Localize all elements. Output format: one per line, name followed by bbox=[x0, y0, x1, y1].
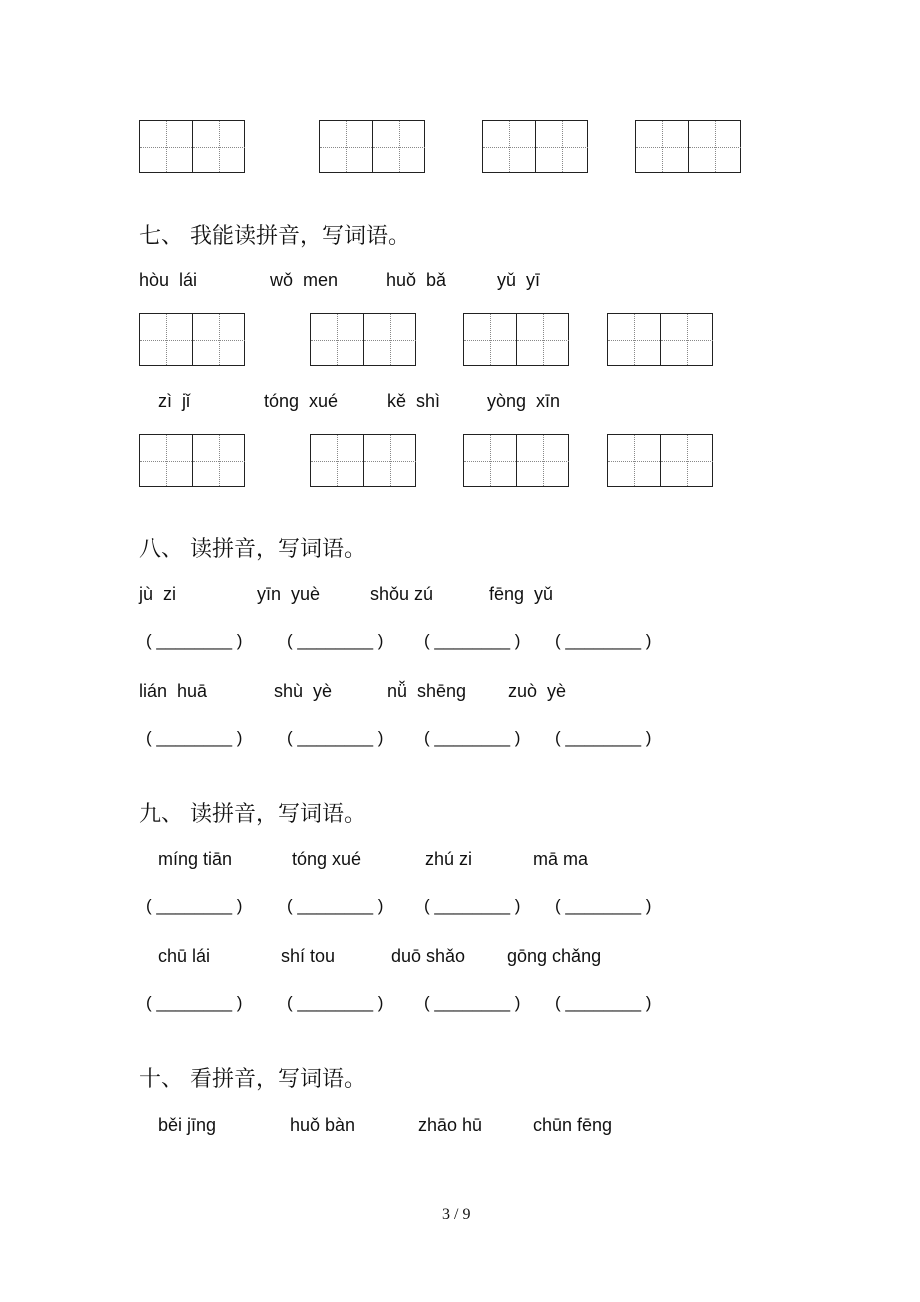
pinyin-label: duō shǎo bbox=[391, 946, 466, 966]
pinyin-label: mā ma bbox=[533, 849, 589, 869]
answer-blank[interactable]: ( ________ ) bbox=[287, 993, 384, 1012]
writing-box[interactable] bbox=[607, 434, 713, 487]
pinyin-label: zhú zi bbox=[425, 849, 473, 869]
writing-box[interactable] bbox=[319, 120, 425, 173]
pinyin-label: chūn fēng bbox=[533, 1115, 613, 1135]
answer-blank[interactable]: ( ________ ) bbox=[555, 993, 652, 1012]
answer-blank[interactable]: ( ________ ) bbox=[424, 728, 521, 747]
answer-blank[interactable]: ( ________ ) bbox=[424, 631, 521, 650]
answer-blank[interactable]: ( ________ ) bbox=[287, 728, 384, 747]
answer-blank[interactable]: ( ________ ) bbox=[424, 896, 521, 915]
writing-box[interactable] bbox=[139, 313, 245, 366]
answer-blank[interactable]: ( ________ ) bbox=[146, 631, 243, 650]
pinyin-label: shí tou bbox=[281, 946, 336, 966]
page-number: 3 / 9 bbox=[442, 1206, 471, 1223]
pinyin-label: míng tiān bbox=[158, 849, 233, 869]
pinyin-label: huǒ bǎ bbox=[386, 270, 447, 290]
writing-box[interactable] bbox=[310, 313, 416, 366]
answer-blank[interactable]: ( ________ ) bbox=[555, 728, 652, 747]
writing-box[interactable] bbox=[310, 434, 416, 487]
pinyin-label: zhāo hū bbox=[418, 1115, 483, 1135]
pinyin-label: yǔ yī bbox=[497, 270, 541, 290]
answer-blank[interactable]: ( ________ ) bbox=[555, 631, 652, 650]
writing-box[interactable] bbox=[463, 313, 569, 366]
answer-blank[interactable]: ( ________ ) bbox=[146, 993, 243, 1012]
section-7-title: 七、 我能读拼音，写词语。 bbox=[139, 224, 410, 249]
pinyin-label: shǒu zú bbox=[370, 584, 434, 604]
writing-box[interactable] bbox=[607, 313, 713, 366]
pinyin-label: jù zi bbox=[139, 584, 177, 604]
writing-box[interactable] bbox=[635, 120, 741, 173]
section-8-title: 八、 读拼音，写词语。 bbox=[139, 537, 366, 562]
pinyin-label: wǒ men bbox=[270, 270, 339, 290]
answer-blank[interactable]: ( ________ ) bbox=[146, 896, 243, 915]
pinyin-label: zuò yè bbox=[508, 681, 567, 701]
pinyin-label: kě shì bbox=[387, 391, 441, 411]
pinyin-label: yòng xīn bbox=[487, 391, 561, 411]
answer-blank[interactable]: ( ________ ) bbox=[287, 631, 384, 650]
pinyin-label: huǒ bàn bbox=[290, 1115, 356, 1135]
writing-box[interactable] bbox=[139, 120, 245, 173]
section-10-title: 十、 看拼音，写词语。 bbox=[139, 1067, 366, 1092]
answer-blank[interactable]: ( ________ ) bbox=[146, 728, 243, 747]
pinyin-label: fēng yǔ bbox=[489, 584, 554, 604]
answer-blank[interactable]: ( ________ ) bbox=[555, 896, 652, 915]
answer-blank[interactable]: ( ________ ) bbox=[424, 993, 521, 1012]
pinyin-label: tóng xué bbox=[292, 849, 362, 869]
writing-box[interactable] bbox=[139, 434, 245, 487]
pinyin-label: tóng xué bbox=[264, 391, 339, 411]
pinyin-label: hòu lái bbox=[139, 270, 198, 290]
pinyin-label: shù yè bbox=[274, 681, 333, 701]
pinyin-label: lián huā bbox=[139, 681, 208, 701]
pinyin-label: yīn yuè bbox=[257, 584, 321, 604]
pinyin-label: gōng chǎng bbox=[507, 946, 602, 966]
answer-blank[interactable]: ( ________ ) bbox=[287, 896, 384, 915]
pinyin-label: chū lái bbox=[158, 946, 211, 966]
pinyin-label: zì jǐ bbox=[158, 391, 191, 411]
writing-box[interactable] bbox=[463, 434, 569, 487]
pinyin-label: nǚ shēng bbox=[387, 681, 467, 701]
section-9-title: 九、 读拼音，写词语。 bbox=[139, 802, 366, 827]
pinyin-label: běi jīng bbox=[158, 1115, 217, 1135]
writing-box[interactable] bbox=[482, 120, 588, 173]
